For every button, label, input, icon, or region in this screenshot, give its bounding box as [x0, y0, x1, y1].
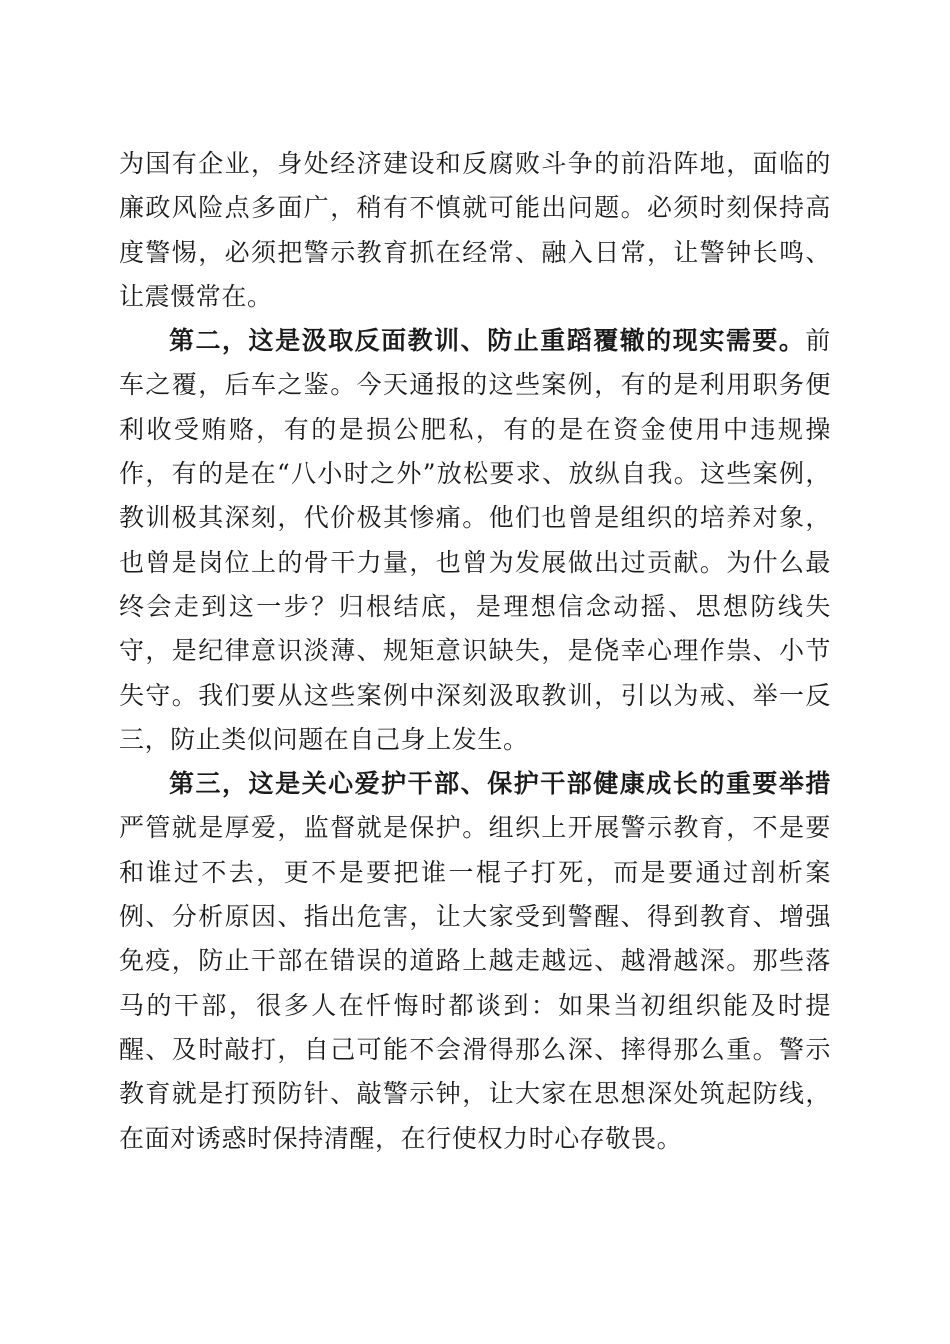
- document-body: [119, 142, 831, 1161]
- paragraph-text: 严管就是厚爱，监督就是保护。组织上开展警示教育，不是要和谁过不去，更不是要把谁一棍子打死，而是要通过剖析案例、分析原因、指出危害，让大家受到警醒、得到教育、增强免疫，防止干部在错误的道路上越走越远、越滑越深。那些落马的干部，很多人在忏悔时都谈到：如果当初组织能及时提醒、及时敲打，自己可能不会滑得那么深、摔得那么重。警示教育就是打预防针、敲警示钟，让大家在思想深处筑起防线，在面对诱惑时保持清醒，在行使权力时心存敬畏。: [119, 813, 831, 1153]
- paragraph-heading: 第三，这是关心爱护干部、保护干部健康成长的重要举措: [169, 769, 831, 799]
- paragraph-heading: 第二，这是汲取反面教训、防止重蹈覆辙的现实需要。: [169, 326, 806, 356]
- paragraph-third-point: [119, 762, 831, 1161]
- paragraph-text: 前车之覆，后车之鉴。今天通报的这些案例，有的是利用职务便利收受贿赂，有的是损公肥私，有的是在资金使用中违规操作，有的是在“八小时之外”放松要求、放纵自我。这些案例，教训极其深刻，代价极其惨痛。他们也曾是组织的培养对象，也曾是岗位上的骨干力量，也曾为发展做出过贡献。为什么最终会走到这一步？归根结底，是理想信念动摇、思想防线失守，是纪律意识淡薄、规矩意识缺失，是侥幸心理作祟、小节失守。我们要从这些案例中深刻汲取教训，引以为戒、举一反三，防止类似问题在自己身上发生。: [119, 326, 831, 754]
- paragraph-continuation: [119, 142, 831, 319]
- paragraph-text: 为国有企业，身处经济建设和反腐败斗争的前沿阵地，面临的廉政风险点多面广，稍有不慎就可能出问题。必须时刻保持高度警惕，必须把警示教育抓在经常、融入日常，让警钟长鸣、让震慑常在。: [119, 149, 831, 311]
- paragraph-second-point: [119, 319, 831, 762]
